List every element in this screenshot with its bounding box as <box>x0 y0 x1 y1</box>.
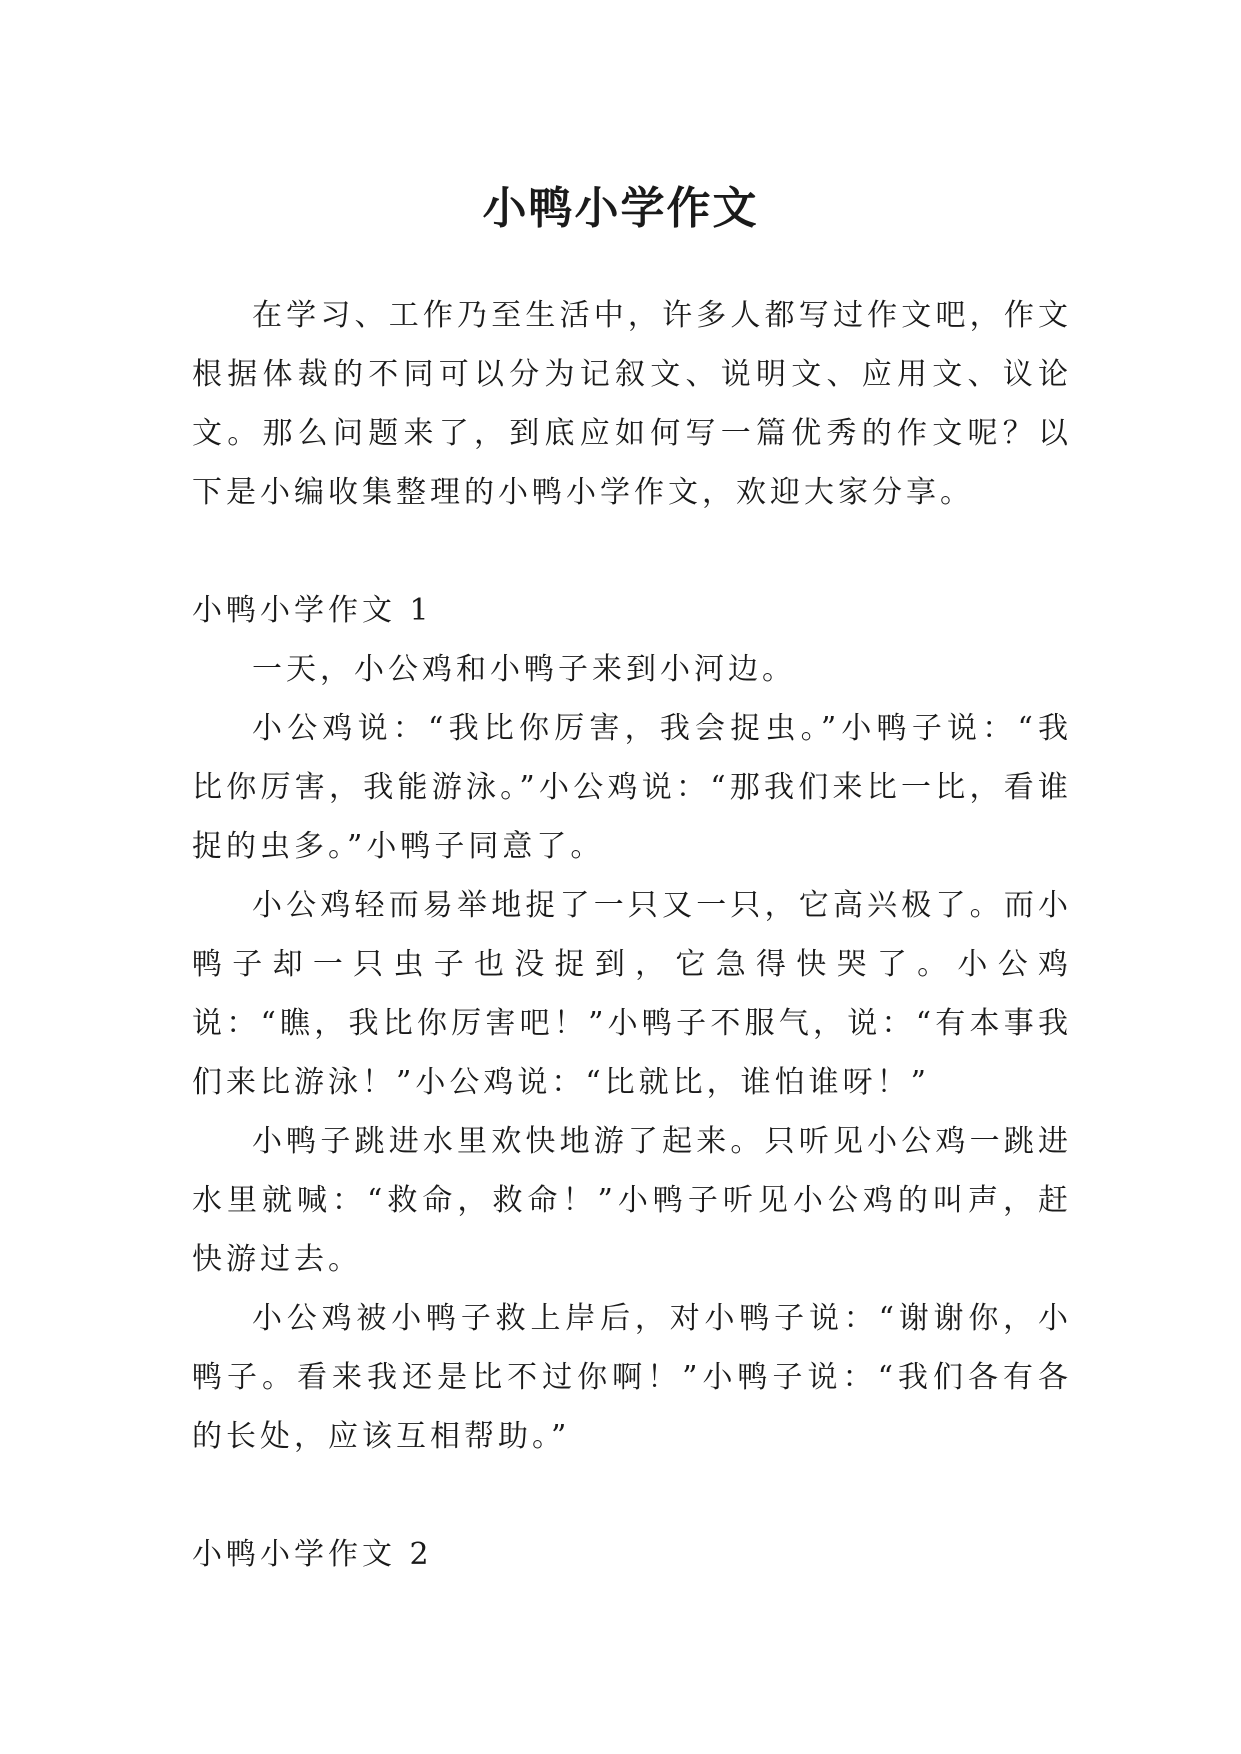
intro-paragraph: 在学习、工作乃至生活中，许多人都写过作文吧，作文根据体裁的不同可以分为记叙文、说明文、应用文、议论文。那么问题来了，到底应如何写一篇优秀的作文呢？以下是小编收集整理的小鸭小学作文，欢迎大家分享。 <box>192 298 1072 510</box>
section-heading-1: 小鸭小学作文 1 <box>192 593 433 628</box>
section-spacer <box>192 522 1072 581</box>
document-body <box>192 286 1072 1584</box>
section-1-paragraph-4: 小鸭子跳进水里欢快地游了起来。只听见小公鸡一跳进水里就喊：“救命，救命！”小鸭子听见小公鸡的叫声，赶快游过去。 <box>192 1124 1072 1277</box>
section-1-paragraph-5: 小公鸡被小鸭子救上岸后，对小鸭子说：“谢谢你，小鸭子。看来我还是比不过你啊！”小鸭子说：“我们各有各的长处，应该互相帮助。” <box>192 1301 1072 1454</box>
section-1-paragraph-3: 小公鸡轻而易举地捉了一只又一只，它高兴极了。而小鸭子却一只虫子也没捉到，它急得快哭了。小公鸡说：“瞧，我比你厉害吧！”小鸭子不服气，说：“有本事我们来比游泳！”小公鸡说：“比就比，谁怕谁呀！” <box>192 888 1072 1100</box>
section-1-paragraph-1: 一天，小公鸡和小鸭子来到小河边。 <box>252 652 796 687</box>
section-heading-2: 小鸭小学作文 2 <box>192 1537 433 1572</box>
section-1-paragraph-2: 小公鸡说：“我比你厉害，我会捉虫。”小鸭子说：“我比你厉害，我能游泳。”小公鸡说：“那我们来比一比，看谁捉的虫多。”小鸭子同意了。 <box>192 711 1072 864</box>
document-title: 小鸭小学作文 <box>482 183 759 235</box>
section-spacer <box>192 1466 1072 1525</box>
